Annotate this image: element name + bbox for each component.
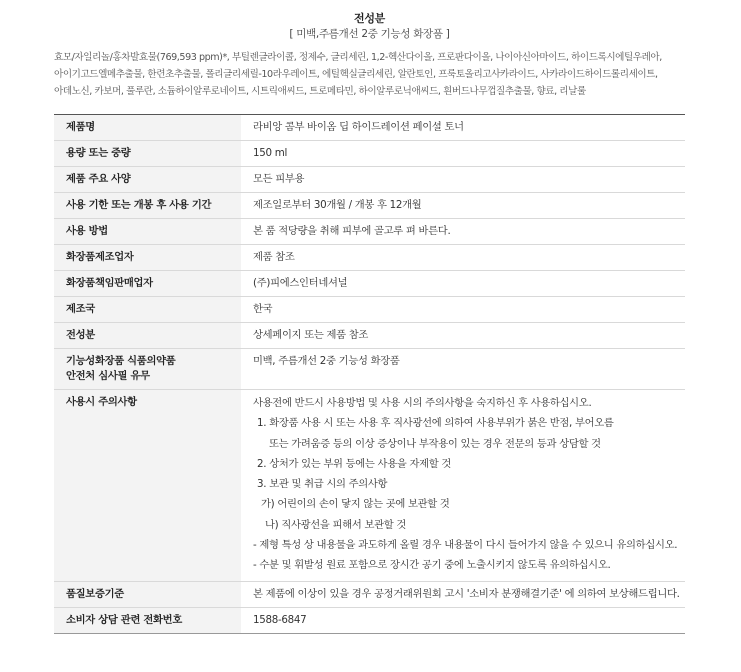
row-value: 상세페이지 또는 제품 참조	[241, 323, 685, 349]
row-label-line: 기능성화장품 식품의약품	[66, 355, 176, 367]
row-label: 사용시 주의사항	[54, 390, 241, 582]
section-title: 전성분	[354, 12, 385, 25]
table-row	[54, 271, 685, 297]
table-row	[54, 193, 685, 219]
row-value: 제조일로부터 30개월 / 개봉 후 12개월	[241, 193, 685, 219]
table-row	[54, 297, 685, 323]
section-subtitle: [ 미백,주름개선 2중 기능성 화장품 ]	[289, 28, 450, 40]
row-value: 모든 피부용	[241, 167, 685, 193]
table-row	[54, 607, 685, 633]
row-value: 150 ml	[241, 141, 685, 167]
row-label: 전성분	[54, 323, 241, 349]
product-info-table	[54, 114, 685, 634]
table-row	[54, 167, 685, 193]
row-label: 화장품제조업자	[54, 245, 241, 271]
row-label: 품질보증기준	[54, 581, 241, 607]
row-label: 사용 방법	[54, 219, 241, 245]
row-label: 제품 주요 사양	[54, 167, 241, 193]
table-row	[54, 245, 685, 271]
precaution-line: 나) 직사광선을 피해서 보관할 것	[265, 518, 407, 531]
precaution-line: 3. 보관 및 취급 시의 주의사항	[257, 478, 388, 491]
table-row	[54, 390, 685, 582]
row-value: (주)피에스인터네셔널	[241, 271, 685, 297]
row-value: 라비앙 콤부 바이옴 딥 하이드레이션 페이셜 토너	[241, 115, 685, 141]
table-row	[54, 349, 685, 390]
table-row	[54, 581, 685, 607]
precaution-line: - 제형 특성 상 내용물을 과도하게 올릴 경우 내용물이 다시 들어가지 않을 수 있으니 유의하십시오.	[253, 539, 678, 552]
row-label: 용량 또는 중량	[54, 141, 241, 167]
table-row	[54, 323, 685, 349]
precaution-line: 사용전에 반드시 사용방법 및 사용 시의 주의사항을 숙지하신 후 사용하십시오.	[253, 397, 592, 409]
ingredients-header	[54, 0, 685, 41]
table-row	[54, 115, 685, 141]
row-value: 본 제품에 이상이 있을 경우 공정거래위원회 고시 '소비자 분쟁해결기준' 에 의하여 보상해드립니다.	[241, 581, 685, 607]
row-value: 한국	[241, 297, 685, 323]
row-label: 소비자 상담 관련 전화번호	[54, 607, 241, 633]
row-label-line: 안전처 심사필 유무	[66, 370, 150, 382]
precaution-line: 또는 가려움증 등의 이상 증상이나 부작용이 있는 경우 전문의 등과 상담할 것	[269, 437, 601, 450]
row-value: 본 품 적당량을 취해 피부에 골고루 펴 바른다.	[241, 219, 685, 245]
row-label: 사용 기한 또는 개봉 후 사용 기간	[54, 193, 241, 219]
row-label: 제품명	[54, 115, 241, 141]
precaution-line: 1. 화장품 사용 시 또는 사용 후 직사광선에 의하여 사용부위가 붉은 반점, 부어오름	[257, 417, 614, 430]
row-label	[54, 349, 241, 390]
row-value: 1588-6847	[253, 613, 307, 626]
precaution-line: - 수분 및 휘발성 원료 포함으로 장시간 공기 중에 노출시키지 않도록 유의하십시오.	[253, 559, 611, 572]
precaution-line: 가) 어린이의 손이 닿지 않는 곳에 보관할 것	[261, 498, 450, 511]
table-row	[54, 141, 685, 167]
table-row	[54, 219, 685, 245]
row-label: 화장품책임판매업자	[54, 271, 241, 297]
ingredients-list: 효모/자일리놀/홍차발효물(769,593 ppm)*, 부틸렌글라이콜, 정제수, 글리세린, 1,2-헥산다이올, 프로판다이올, 나이아신아마이드, 하이드록시에틸우레아, 아이기고드엘메추출물, 한련초추출물, 폴리글리세릴-10라우레이트, 에틸헥실글리세린, 알란토인, 프룩토올리고사카라이드, 사카라이드하이드롤리세이트, 아데노신, 카보머, 풀루란, 소듐하이알루로네이트, 시트릭애씨드, 트로메타민, 하이알루로닉애씨드, 흰버드나무껍질추출물, 향료, 리날룰	[54, 52, 662, 97]
precautions-list	[241, 390, 685, 582]
row-value: 제품 참조	[241, 245, 685, 271]
row-label: 제조국	[54, 297, 241, 323]
precaution-line: 2. 상처가 있는 부위 등에는 사용을 자제할 것	[257, 457, 452, 470]
row-value: 미백, 주름개선 2중 기능성 화장품	[241, 349, 685, 390]
